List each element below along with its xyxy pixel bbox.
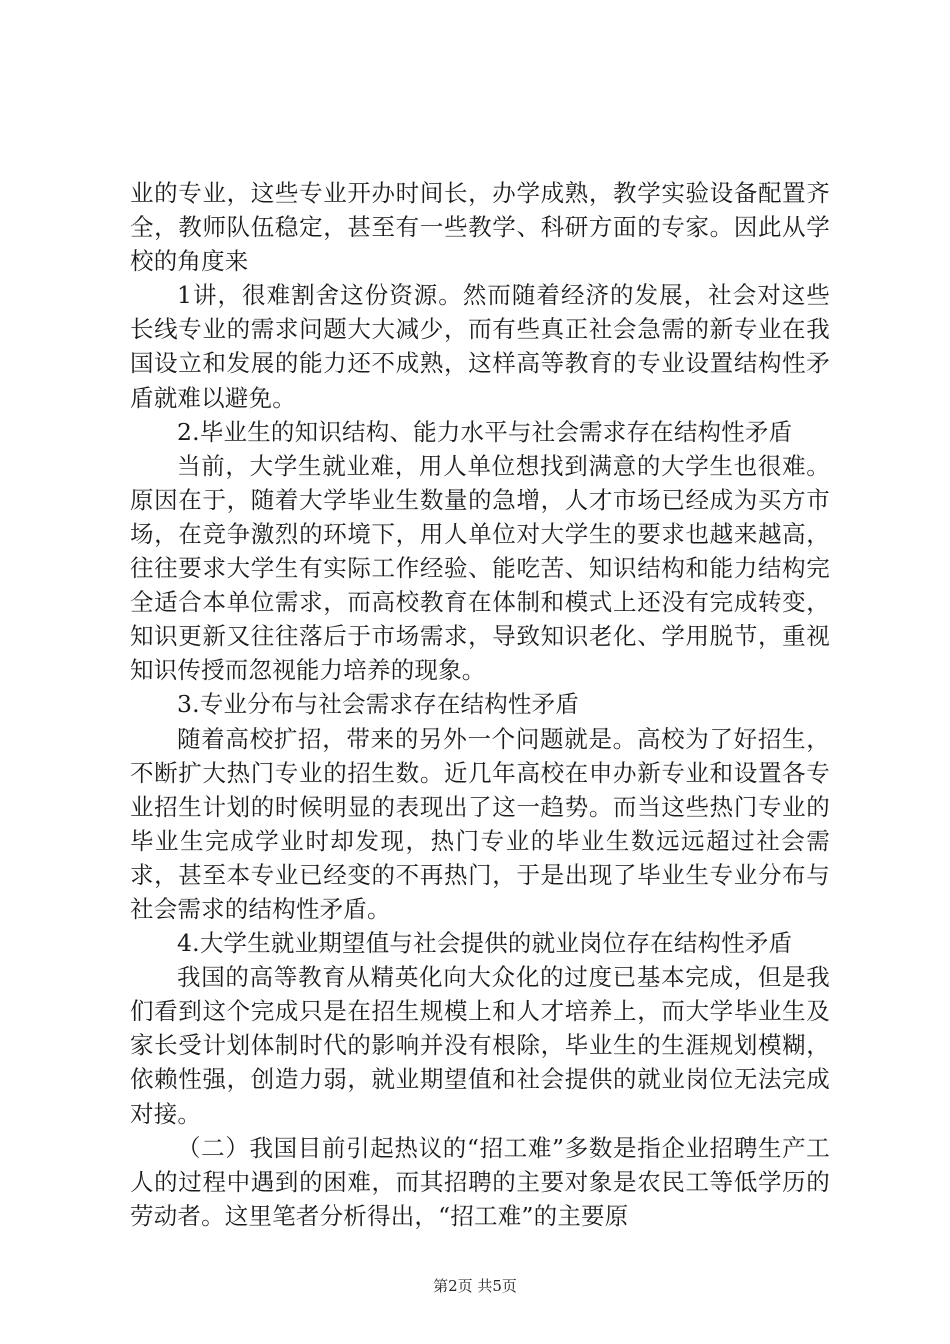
paragraph-6: （二）我国目前引起热议的“招工难”多数是指企业招聘生产工人的过程中遇到的困难，而其招聘的主要对象是农民工等低学历的劳动者。这里笔者分析得出，“招工难”的主要原 [130,1133,830,1230]
paragraph-5: 我国的高等教育从精英化向大众化的过度已基本完成，但是我们看到这个完成只是在招生规模上和人才培养上，而大学毕业生及家长受计划体制时代的影响并没有根除，毕业生的生涯规划模糊，依赖性强，创造力弱，就业期望值和社会提供的就业岗位无法完成对接。 [130,963,830,1128]
section-heading-4: 4.大学生就业期望值与社会提供的就业岗位存在结构性矛盾 [177,929,793,958]
paragraph-2: 1讲，很难割舍这份资源。然而随着经济的发展，社会对这些长线专业的需求问题大大减少，而有些真正社会急需的新专业在我国设立和发展的能力还不成熟，这样高等教育的专业设置结构性矛盾就难以避免。 [130,281,830,412]
paragraph-4: 随着高校扩招，带来的另外一个问题就是。高校为了好招生，不断扩大热门专业的招生数。近几年高校在申办新专业和设置各专业招生计划的时候明显的表现出了这一趋势。而当这些热门专业的毕业生完成学业时却发现，热门专业的毕业生数远远超过社会需求，甚至本专业已经变的不再热门，于是出现了毕业生专业分布与社会需求的结构性矛盾。 [130,724,830,923]
section-heading-3: 3.专业分布与社会需求存在结构性矛盾 [177,690,580,719]
paragraph-1: 业的专业，这些专业开办时间长，办学成熟，教学实验设备配置齐全，教师队伍稳定，甚至有一些教学、科研方面的专家。因此从学校的角度来 [130,179,830,276]
page-footer: 第2页 共5页 [433,1277,517,1295]
section-heading-2: 2.毕业生的知识结构、能力水平与社会需求存在结构性矛盾 [177,417,793,446]
paragraph-3: 当前，大学生就业难，用人单位想找到满意的大学生也很难。原因在于，随着大学毕业生数量的急增，人才市场已经成为买方市场，在竞争激烈的环境下，用人单位对大学生的要求也越来越高，往往要求大学生有实际工作经验、能吃苦、知识结构和能力结构完全适合本单位需求，而高校教育在体制和模式上还没有完成转变，知识更新又往往落后于市场需求，导致知识老化、学用脱节，重视知识传授而忽视能力培养的现象。 [130,451,830,685]
document-body [130,176,830,1233]
